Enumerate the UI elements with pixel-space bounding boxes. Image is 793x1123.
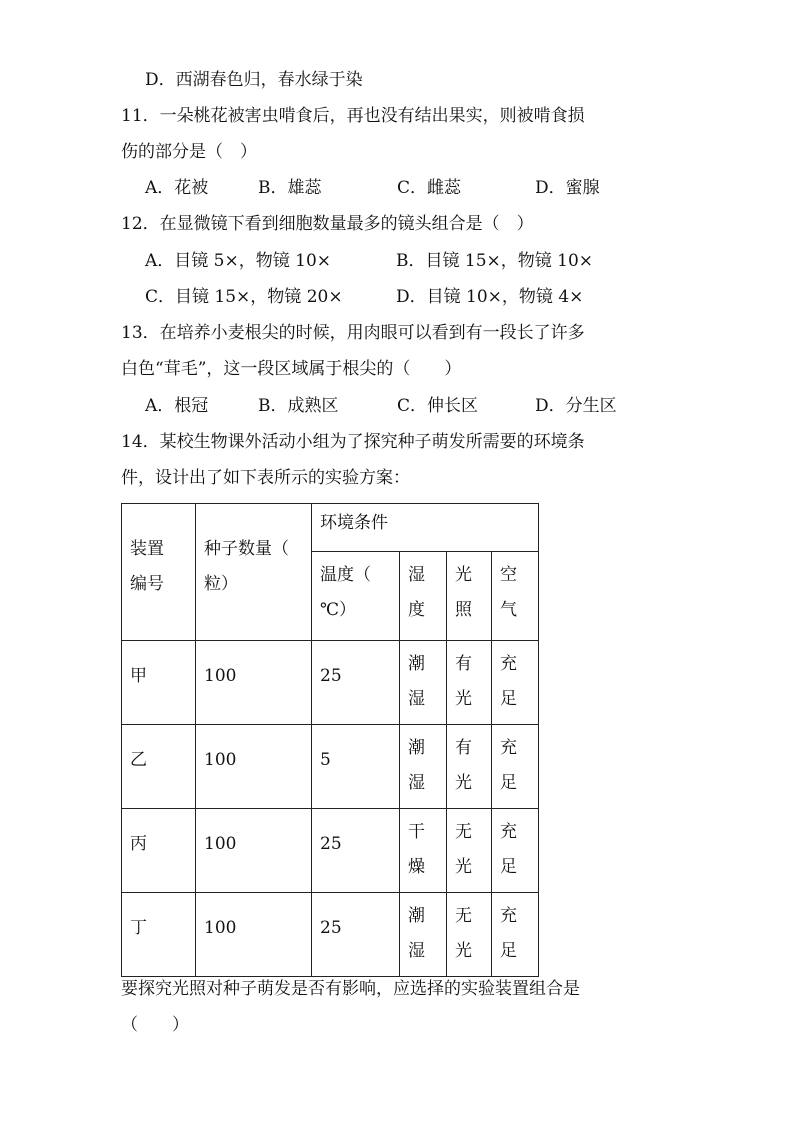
header-seed-count: 种子数量（ 粒） [196, 504, 312, 641]
row-seeds: 100 [196, 809, 312, 893]
q11-option-b: B．雄蕊 [258, 178, 322, 198]
q14-stem-line1: 14．某校生物课外活动小组为了探究种子萌发所需要的环境条 [121, 432, 585, 452]
row-light: 无 光 [447, 893, 492, 977]
q10-option-d: D．西湖春色归，春水绿于染 [145, 70, 363, 90]
table-row [122, 893, 539, 977]
header-env-conditions: 环境条件 [312, 504, 539, 552]
row-id: 甲 [122, 641, 196, 725]
row-light: 有 光 [447, 641, 492, 725]
q13-stem-line2: 白色“茸毛”，这一段区域属于根尖的（ ） [121, 359, 462, 379]
q11-option-c: C．雌蕊 [397, 178, 462, 198]
q11-stem-line1: 11．一朵桃花被害虫啃食后，再也没有结出果实，则被啃食损 [121, 106, 585, 126]
row-humidity: 潮 湿 [400, 893, 447, 977]
q14-question-line2: （ ） [121, 1015, 189, 1035]
q11-option-d: D．蜜腺 [535, 178, 600, 198]
q12-option-c: C．目镜 15×，物镜 20× [145, 287, 343, 307]
q14-stem-line2: 件，设计出了如下表所示的实验方案： [121, 468, 410, 488]
row-humidity: 干 燥 [400, 809, 447, 893]
row-light: 有 光 [447, 725, 492, 809]
row-air: 充 足 [492, 725, 539, 809]
table-row [122, 725, 539, 809]
header-humidity: 湿 度 [400, 552, 447, 641]
q12-stem: 12．在显微镜下看到细胞数量最多的镜头组合是（ ） [121, 214, 534, 234]
row-id: 丙 [122, 809, 196, 893]
header-light: 光 照 [447, 552, 492, 641]
q14-question-line1: 要探究光照对种子萌发是否有影响，应选择的实验装置组合是 [121, 979, 580, 999]
q12-option-b: B．目镜 15×，物镜 10× [396, 251, 594, 271]
header-device-id: 装置 编号 [122, 504, 196, 641]
table-row [122, 809, 539, 893]
row-air: 充 足 [492, 893, 539, 977]
row-temp: 25 [312, 641, 400, 725]
header-air: 空 气 [492, 552, 539, 641]
row-air: 充 足 [492, 641, 539, 725]
q12-option-d: D．目镜 10×，物镜 4× [396, 287, 584, 307]
row-temp: 25 [312, 809, 400, 893]
q11-stem-line2: 伤的部分是（ ） [121, 142, 257, 162]
row-seeds: 100 [196, 893, 312, 977]
q13-option-d: D．分生区 [535, 396, 617, 416]
row-id: 乙 [122, 725, 196, 809]
table-row [122, 641, 539, 725]
q12-option-a: A．目镜 5×，物镜 10× [145, 251, 332, 271]
row-seeds: 100 [196, 641, 312, 725]
row-humidity: 潮 湿 [400, 725, 447, 809]
row-seeds: 100 [196, 725, 312, 809]
header-temperature: 温度（ ℃） [312, 552, 400, 641]
q13-option-c: C．伸长区 [397, 396, 479, 416]
q13-option-b: B．成熟区 [258, 396, 339, 416]
row-humidity: 潮 湿 [400, 641, 447, 725]
experiment-table [121, 503, 539, 977]
q13-stem-line1: 13．在培养小麦根尖的时候，用肉眼可以看到有一段长了许多 [121, 323, 585, 343]
row-air: 充 足 [492, 809, 539, 893]
row-id: 丁 [122, 893, 196, 977]
row-light: 无 光 [447, 809, 492, 893]
row-temp: 5 [312, 725, 400, 809]
q13-option-a: A．根冠 [145, 396, 209, 416]
q11-option-a: A．花被 [145, 178, 209, 198]
row-temp: 25 [312, 893, 400, 977]
